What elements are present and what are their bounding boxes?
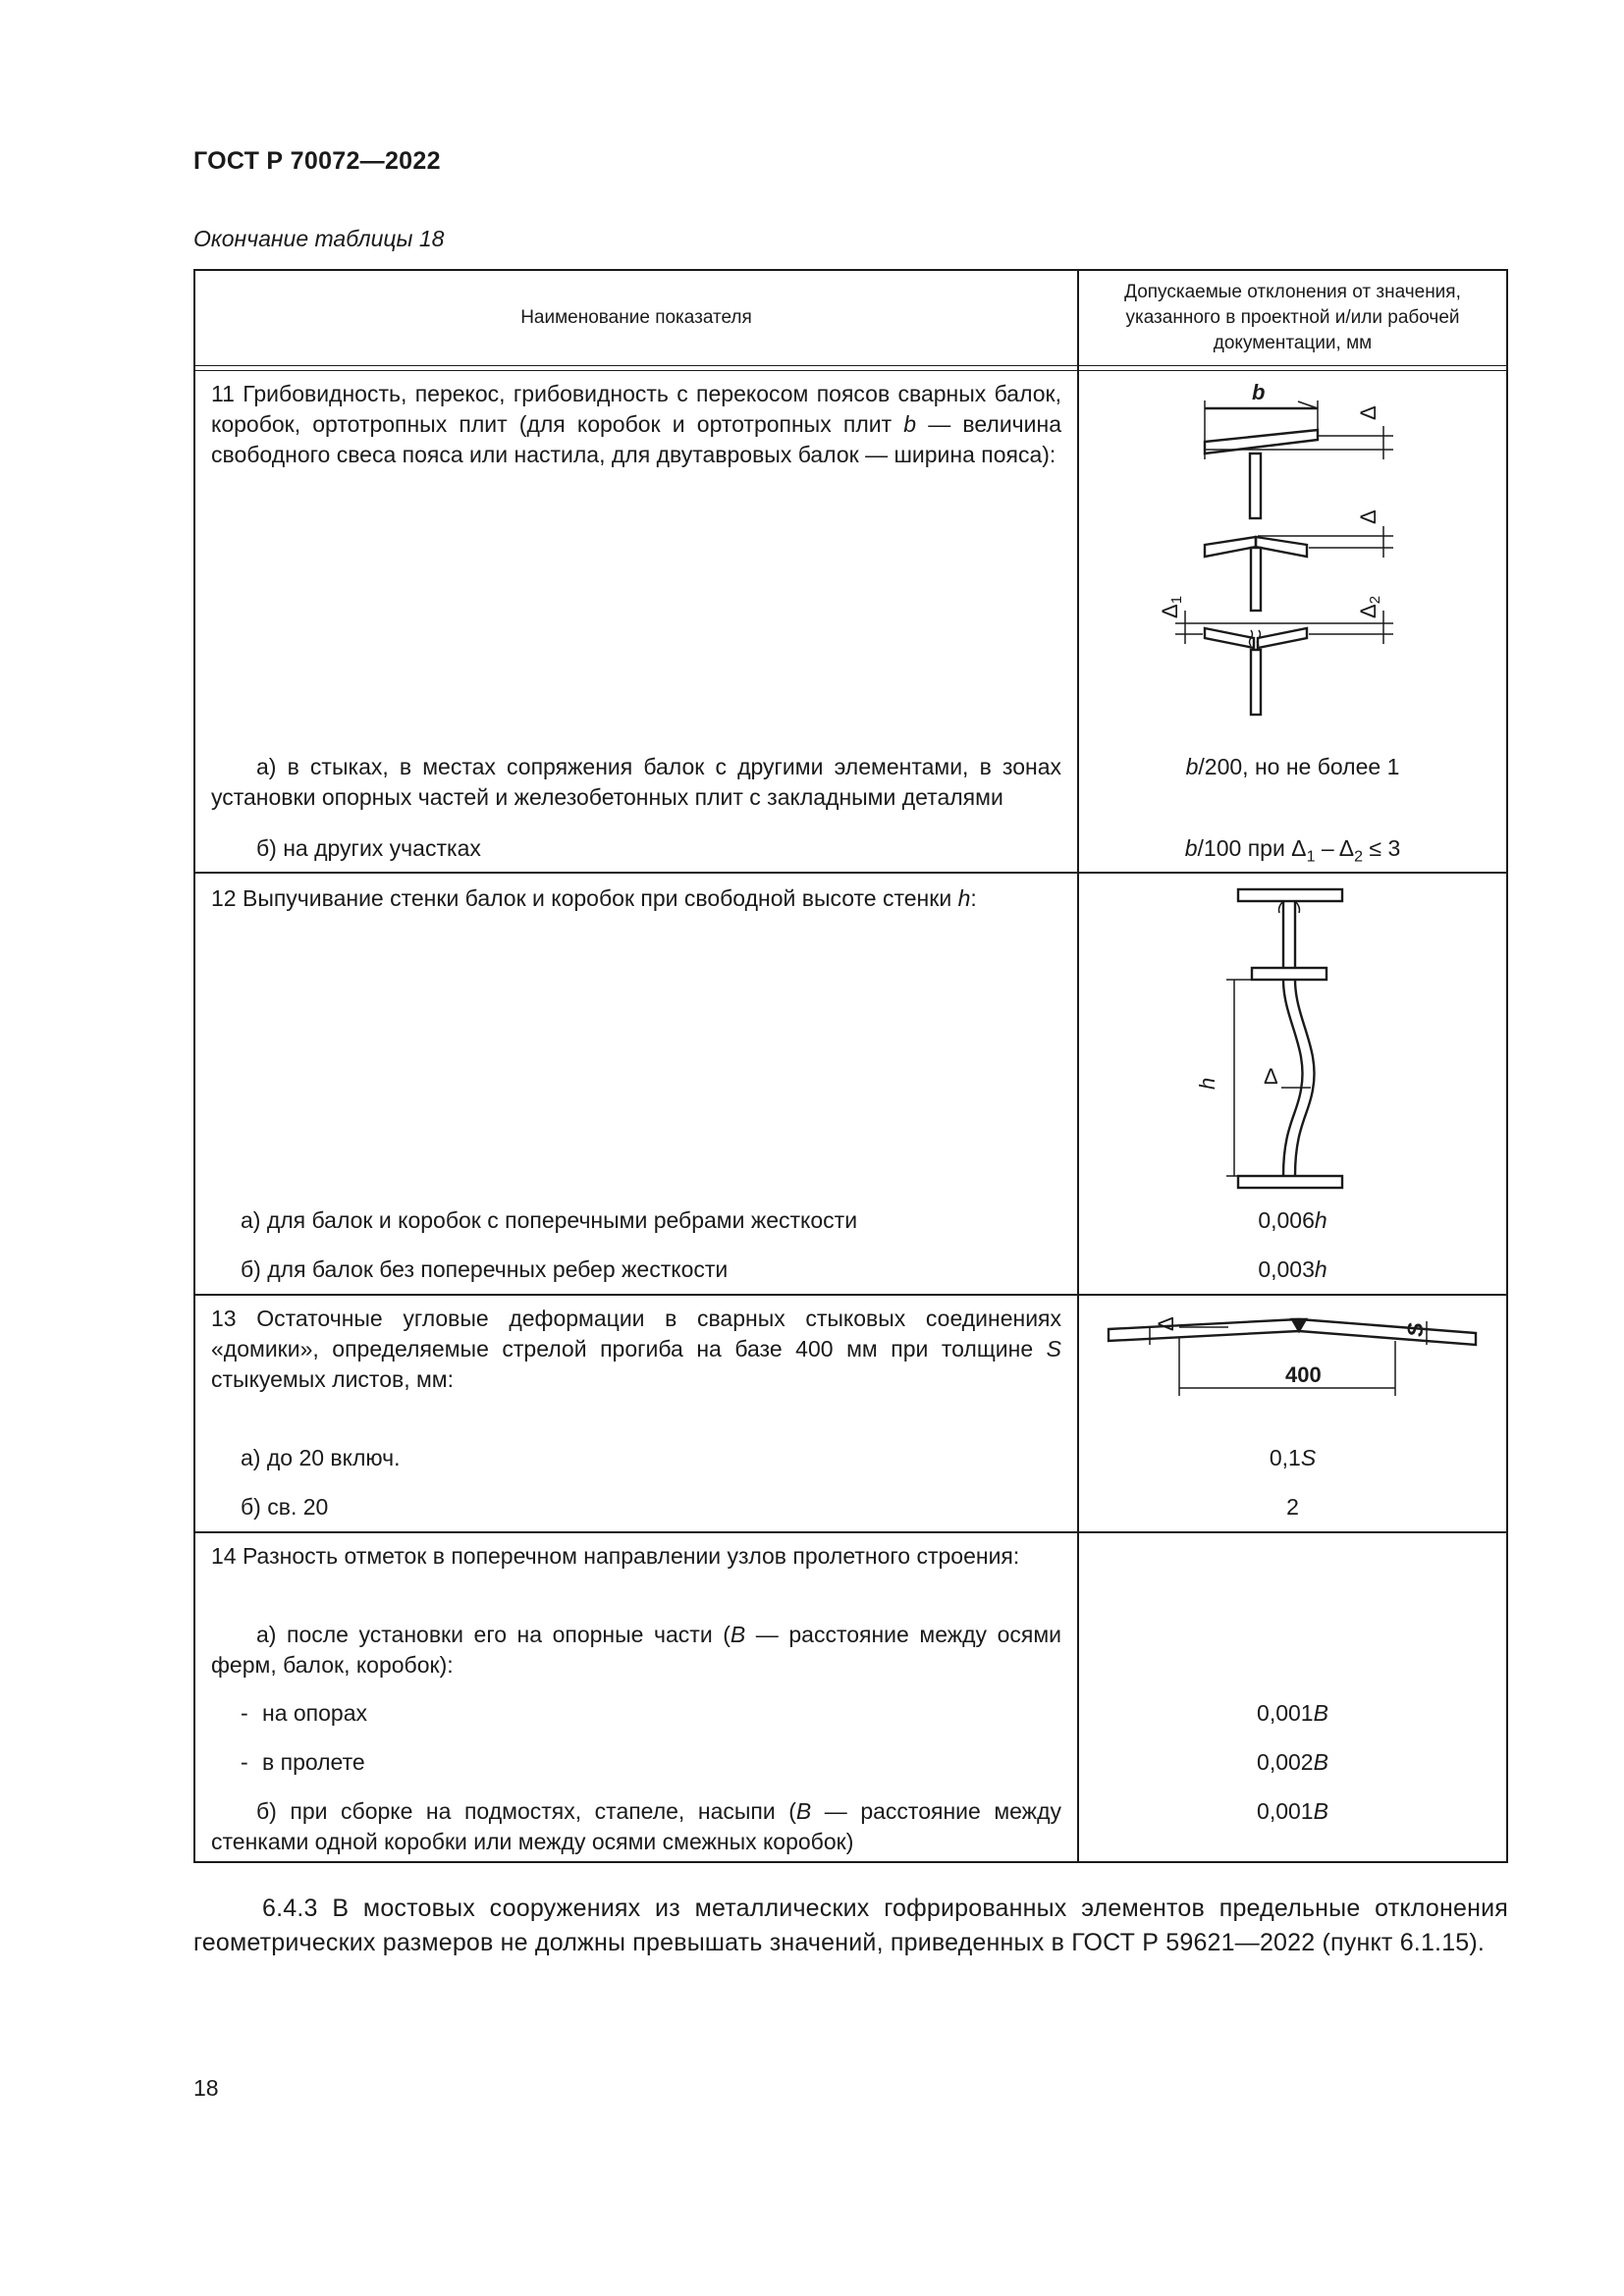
svg-text:S: S — [1403, 1322, 1428, 1337]
column-divider — [1077, 271, 1079, 1861]
weld-angular-deformation-figure — [1091, 1302, 1501, 1410]
svg-text:h: h — [1195, 1077, 1219, 1090]
row-11b-text: б) на других участках — [256, 835, 481, 861]
row-14a1-value: 0,001B — [1257, 1700, 1328, 1726]
svg-text:Δ1: Δ1 — [1158, 595, 1185, 618]
row-14a2-value: 0,002B — [1257, 1749, 1328, 1775]
row-11-title: 11 Грибовидность, перекос, грибовидность с перекосом поясов сварных балок, коробок, ортотропных плит (для коробок и ортотропных плит b — величина свободного свеса пояса или настила, для двутавровых балок — ширина пояса): — [211, 381, 1061, 467]
body-paragraph: 6.4.3 В мостовых сооружениях из металлических гофрированных элементов предельные отклонения геометрических размеров не должны превышать значений, приведенных в ГОСТ Р 59621—2022 (пункт 6.1.15). — [193, 1895, 1508, 1956]
row-divider — [195, 872, 1506, 874]
svg-text:Δ: Δ — [1264, 1064, 1278, 1089]
row-12-title: 12 Выпучивание стенки балок и коробок при свободной высоте стенки h: — [211, 885, 977, 911]
header-rule-double — [195, 370, 1506, 371]
row-13a-text: а) до 20 включ. — [241, 1445, 401, 1470]
row-11a-value: b/200, но не более 1 — [1185, 754, 1400, 779]
svg-text:b: b — [1252, 380, 1266, 404]
svg-text:Δ: Δ — [1356, 509, 1380, 524]
row-11b-value: b/100 при $\Delta_1 - \Delta_2 \le 3$ — [1184, 835, 1401, 866]
svg-text:Δ: Δ — [1154, 1316, 1178, 1331]
row-13a-value: 0,1S — [1269, 1445, 1317, 1470]
row-12a-value: 0,006h — [1258, 1207, 1327, 1233]
row-14a-text: а) после установки его на опорные части (B — расстояние между осями ферм, балок, коробок): — [211, 1622, 1061, 1678]
svg-text:Δ2: Δ2 — [1356, 595, 1383, 618]
row-divider — [195, 1531, 1506, 1533]
page-number: 18 — [193, 2075, 219, 2101]
svg-text:Δ: Δ — [1356, 405, 1380, 420]
row-14b-text: б) при сборке на подмостях, стапеле, насыпи (B — расстояние между стенками одной коробки или между осями смежных коробок) — [211, 1798, 1061, 1854]
row-13b-text: б) св. 20 — [241, 1494, 329, 1520]
header-rule — [195, 365, 1506, 366]
row-14-title: 14 Разность отметок в поперечном направлении узлов пролетного строения: — [211, 1543, 1020, 1569]
column-header-name: Наименование показателя — [520, 307, 752, 328]
row-13-title: 13 Остаточные угловые деформации в сварных стыковых соединениях «домики», определяемые стрелой прогиба на базе 400 мм при толщине S стыкуемых листов, мм: — [211, 1306, 1061, 1392]
row-divider — [195, 1294, 1506, 1296]
column-header-deviation: Допускаемые отклонения от значения, указанного в проектной и/или рабочей документации, мм — [1124, 282, 1461, 353]
row-14b-value: 0,001B — [1257, 1798, 1328, 1824]
row-14a2-text: - в пролете — [241, 1749, 365, 1775]
web-buckling-figure — [1187, 881, 1423, 1205]
table-caption: Окончание таблицы 18 — [193, 226, 445, 251]
row-11a-text: а) в стыках, в местах сопряжения балок с другими элементами, в зонах установки опорных частей и железобетонных плит с закладными деталями — [211, 754, 1061, 810]
row-13b-value: 2 — [1286, 1494, 1299, 1520]
row-12a-text: а) для балок и коробок с поперечными ребрами жесткости — [241, 1207, 858, 1233]
deviation-table — [193, 269, 1508, 1863]
row-14a1-text: - на опорах — [241, 1700, 368, 1726]
document-header: ГОСТ Р 70072—2022 — [193, 147, 441, 175]
svg-text:400: 400 — [1285, 1362, 1322, 1387]
row-12b-value: 0,003h — [1258, 1256, 1327, 1282]
row-12b-text: б) для балок без поперечных ребер жесткости — [241, 1256, 729, 1282]
